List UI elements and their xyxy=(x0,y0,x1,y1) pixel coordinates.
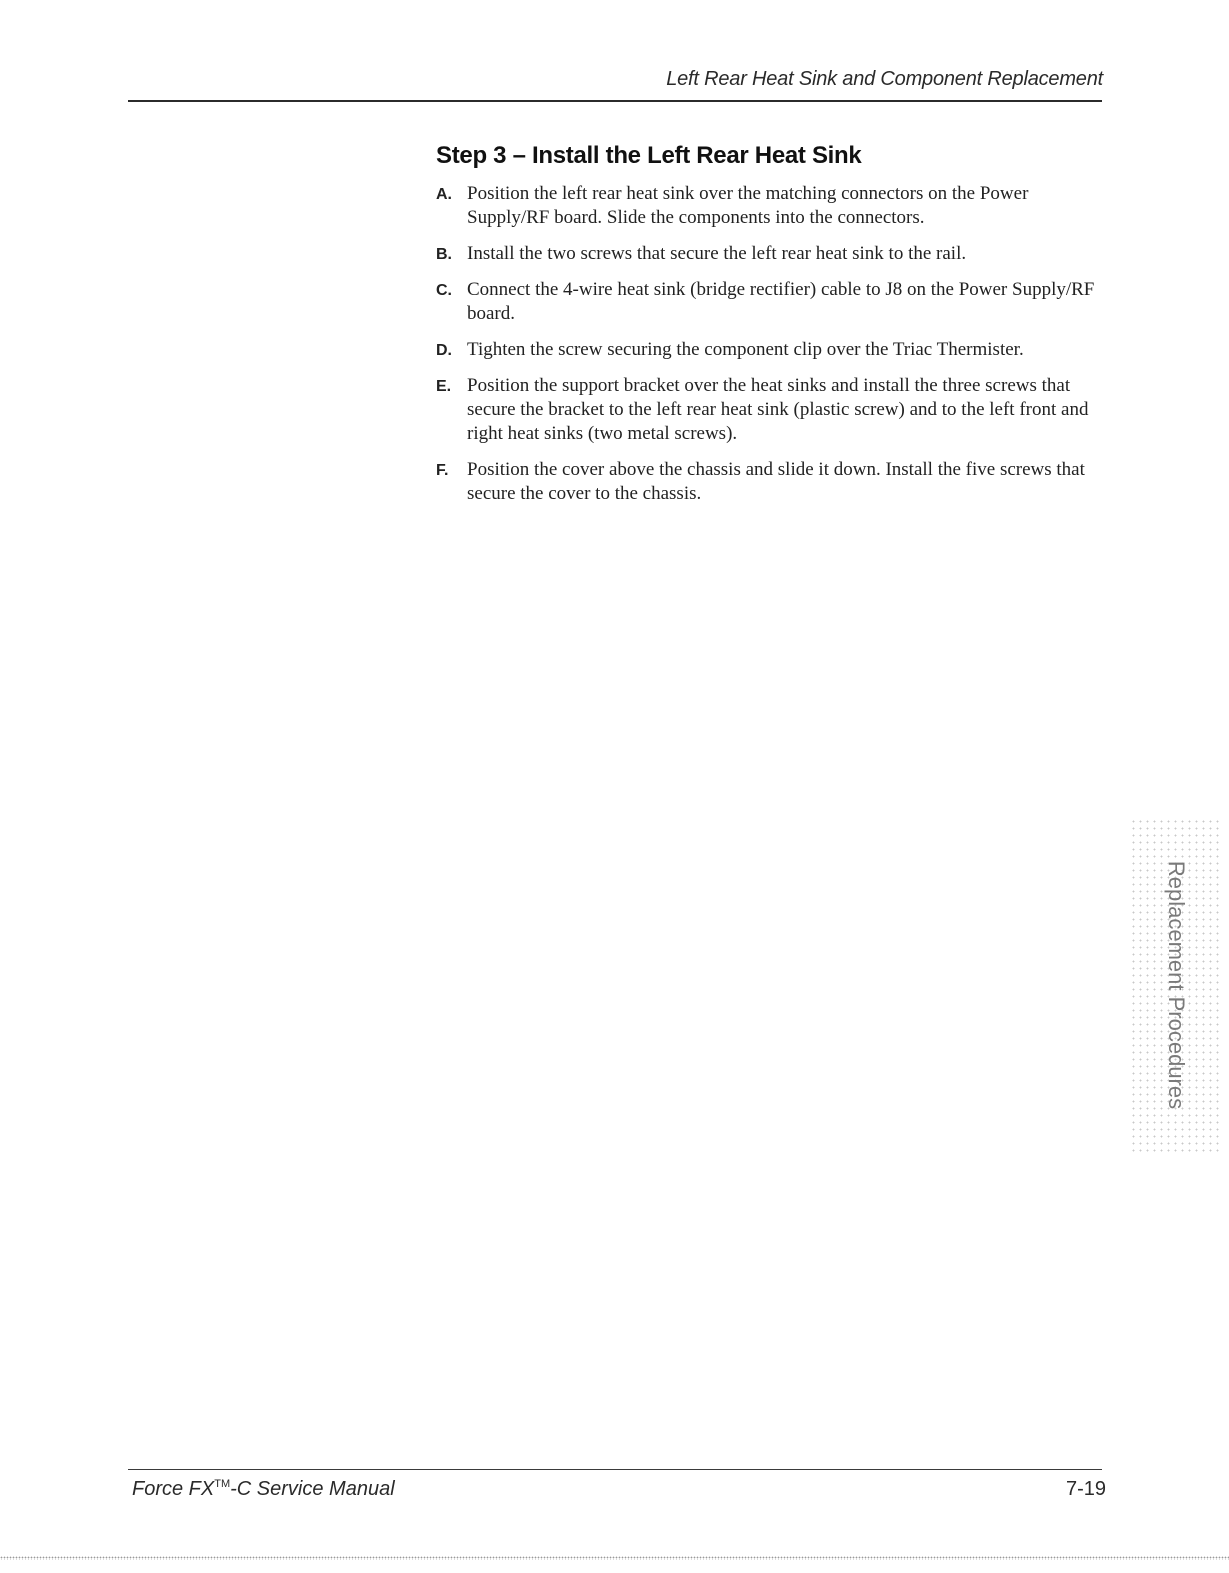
footer-divider xyxy=(128,1469,1102,1470)
step-text: Tighten the screw securing the component clip over the Triac Thermister. xyxy=(467,339,1024,360)
step-letter: E. xyxy=(436,378,452,395)
trademark-mark: TM xyxy=(214,1478,231,1490)
page-number: 7-19 xyxy=(1065,1478,1106,1500)
step-text: Position the cover above the chassis and slide it down. Install the five screws that secure the cover to the chassis. xyxy=(467,459,1085,504)
step-text: Install the two screws that secure the left rear heat sink to the rail. xyxy=(467,243,967,264)
step-item-a xyxy=(436,182,1106,230)
step-item-f xyxy=(436,458,1106,506)
step-letter: B. xyxy=(436,246,452,263)
step-letter: F. xyxy=(436,462,449,479)
step-item-e xyxy=(436,374,1106,446)
step-item-c xyxy=(436,278,1106,326)
step-heading: Step 3 – Install the Left Rear Heat Sink xyxy=(436,142,862,169)
header-divider xyxy=(128,100,1102,102)
step-item-d xyxy=(436,338,1106,362)
running-header-title: Left Rear Heat Sink and Component Replacement xyxy=(666,68,1103,90)
step-item-b xyxy=(436,242,1106,266)
step-text: Position the left rear heat sink over the matching connectors on the Power Supply/RF board. Slide the components into the connectors. xyxy=(467,183,1029,228)
manual-title-suffix: -C Service Manual xyxy=(230,1478,395,1500)
step-list xyxy=(436,182,1106,518)
manual-title xyxy=(132,1478,395,1501)
chapter-thumb-tab-label: Replacement Procedures xyxy=(1164,860,1189,1110)
scan-edge-artifact xyxy=(0,1556,1229,1560)
manual-title-prefix: Force FX xyxy=(132,1478,215,1500)
step-text: Position the support bracket over the heat sinks and install the three screws that secure the bracket to the left rear heat sink (plastic screw) and to the left front and right heat sinks (two metal screws). xyxy=(467,375,1089,444)
step-letter: A. xyxy=(436,186,452,203)
step-letter: C. xyxy=(436,282,452,299)
step-text: Connect the 4-wire heat sink (bridge rectifier) cable to J8 on the Power Supply/RF board. xyxy=(467,279,1095,324)
step-letter: D. xyxy=(436,342,452,359)
